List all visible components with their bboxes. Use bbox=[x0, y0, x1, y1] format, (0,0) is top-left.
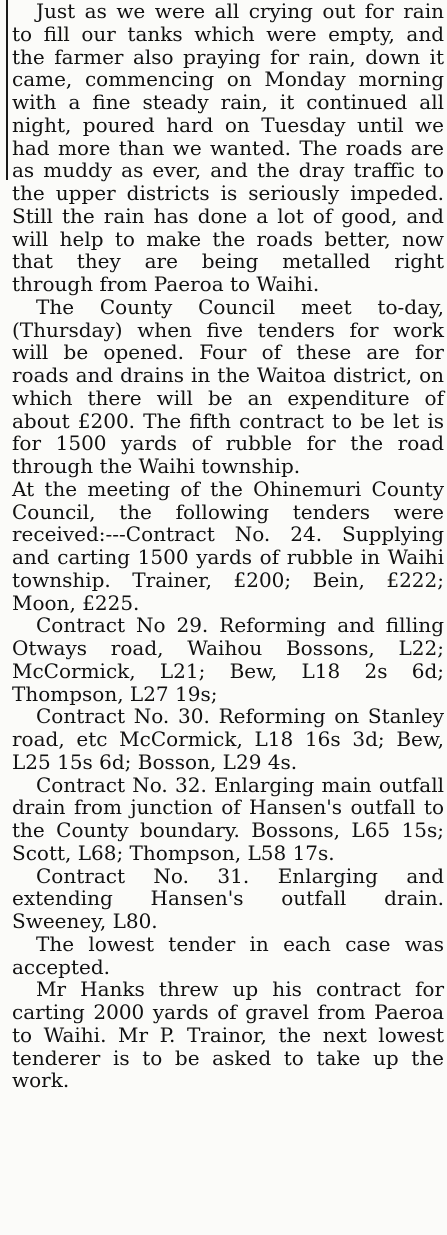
paragraph-tenders-received: At the meeting of the Ohinemuri County Council, the following tenders were received:---Contract No. 24. Supplying and carting 1500 yards of rubble in Waihi township. Trainer, £200; Bein, £222; Moon, £225. bbox=[12, 476, 444, 615]
paragraph-county-council: The County Council meet to-day, (Thursday) when five tenders for work will be opened. Four of these are for roads and drains in the Waitoa district, on which there will be an expenditure of about £200. The fifth contract to be let is for 1500 yards of rubble for the road through the Waihi township. bbox=[12, 294, 444, 478]
paragraph-contract-30: Contract No. 30. Reforming on Stanley road, etc McCormick, L18 16s 3d; Bew, L25 15s 6d; Bosson, L29 4s. bbox=[12, 704, 444, 774]
column-rule bbox=[6, 0, 8, 180]
article-column bbox=[12, 0, 444, 1092]
paragraph-rain: Just as we were all crying out for rain to fill our tanks which were empty, and the farmer also praying for rain, down it came, commencing on Monday morning with a fine steady rain, it continued all night, poured hard on Tuesday until we had more than we wanted. The roads are as muddy as ever, and the dray traffic to the upper districts is seriously impeded. Still the rain has done a lot of good, and will help to make the roads better, now that they are being metalled right through from Paeroa to Waihi. bbox=[12, 0, 444, 296]
paragraph-lowest-tender: The lowest tender in each case was accepted. bbox=[12, 931, 444, 979]
paragraph-mr-hanks: Mr Hanks threw up his contract for carting 2000 yards of gravel from Paeroa to Waihi. Mr P. Trainor, the next lowest tenderer is to be asked to take up the work. bbox=[12, 977, 444, 1093]
paragraph-contract-32: Contract No. 32. Enlarging main outfall drain from junction of Hansen's outfall to the County boundary. Bossons, L65 15s; Scott, L68; Thompson, L58 17s. bbox=[12, 772, 444, 865]
paragraph-contract-29: Contract No 29. Reforming and filling Otways road, Waihou Bossons, L22; McCormick, L21; Bew, L18 2s 6d; Thompson, L27 19s; bbox=[12, 613, 444, 706]
paragraph-contract-31: Contract No. 31. Enlarging and extending Hansen's outfall drain. Sweeney, L80. bbox=[12, 863, 444, 933]
